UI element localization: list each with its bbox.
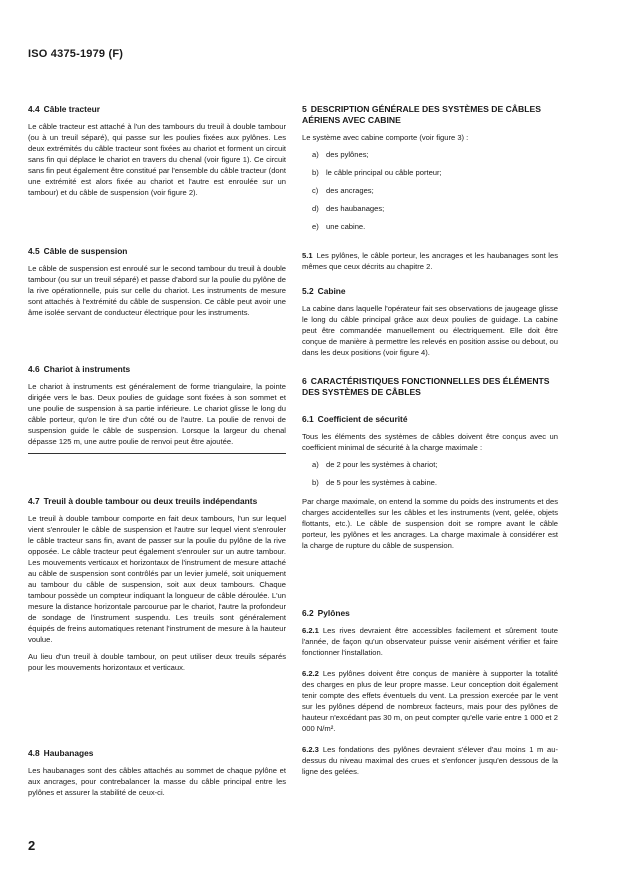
- list-text: des haubanages;: [326, 204, 385, 213]
- section-6-1: [302, 414, 558, 551]
- section-number: 6: [302, 376, 307, 386]
- section-4-6: [28, 364, 286, 454]
- paragraph: Le câble tracteur est attaché à l'un des tambours du treuil à double tambour (ou à un treuil séparé), qui passe sur les poulies fixées aux pylônes. Les deux extrémités du câble tracteur sont fixées au chariot et forment un circuit sans fin qui déplace le chariot en travers du chenal (voir figure 1). Ce circuit sans fin peut également être constitué par l'ensemble du câble tracteur (dont une extrémité est alors fixée au chariot et l'autre est enroulée sur un tambour) et du câble de suspension (voir figure 2).: [28, 122, 286, 197]
- section-number: 4.8: [28, 748, 40, 758]
- section-number: 6.2.3: [302, 745, 319, 754]
- list-marker: a): [312, 150, 319, 159]
- paragraph: Le système avec cabine comporte (voir figure 3) :: [302, 133, 469, 142]
- paragraph: Le treuil à double tambour comporte en fait deux tambours, l'un sur lequel vient s'enrouler le câble de suspension et l'autre sur lequel vient s'enrouler le câble tracteur sans fin, avant de passer sur la poulie du pylône de la rive opposée. Le câble tracteur peut également s'enrouler sur un autre tambour. Les mouvements verticaux et horizontaux de l'instrument de mesure attaché au câble de suspension sont contrôlés par un levier jumelé, soit uniquement au tambour du câble de suspension, soit aux deux tambours. Chaque tambour possède un compteur indiquant la longueur de câble déroulée. L'un mesure la distance horizontale parcourue par le chariot, l'autre la profondeur de sondage de l'instrument suspendu. Les treuils sont généralement équipés de freins automatiques retenant l'instrument de mesure à la hauteur voulue.: [28, 514, 286, 644]
- divider: [28, 453, 286, 454]
- section-number: 4.6: [28, 364, 40, 374]
- section-title: DESCRIPTION GÉNÉRALE DES SYSTÈMES DE CÂBLES AÉRIENS AVEC CABINE: [302, 104, 541, 125]
- list-marker: b): [312, 478, 319, 487]
- paragraph: Les fondations des pylônes devraient s'élever d'au moins 1 m au-dessus du niveau maximal des crues et s'enfoncer jusqu'en dessous de la ligne des gelées.: [302, 745, 558, 776]
- section-title: Chariot à instruments: [43, 364, 131, 374]
- list: [302, 459, 558, 488]
- section-title: Treuil à double tambour ou deux treuils indépendants: [43, 496, 258, 506]
- list-marker: e): [312, 222, 319, 231]
- section-title: Cabine: [317, 286, 346, 296]
- list-item: [312, 203, 558, 214]
- section-number: 4.7: [28, 496, 40, 506]
- paragraph: Les pylônes, le câble porteur, les ancrages et les haubanages sont les mêmes que ceux décrits au chapitre 2.: [302, 251, 558, 271]
- list-item: [312, 459, 558, 470]
- paragraph: Tous les éléments des systèmes de câbles doivent être conçus avec un coefficient minimal de sécurité à la charge maximale :: [302, 432, 558, 452]
- paragraph: Le câble de suspension est enroulé sur le second tambour du treuil à double tambour (ou sur un treuil séparé) et passe d'abord sur la poulie du pylône de la rive opérationnelle, puis sur celle du chariot. Les instruments de mesure sont attachés à l'extrémité du câble de suspension. Ce câble peut avoir une âme isolée servant de conducteur électrique pour les instruments.: [28, 264, 286, 317]
- section-title: Coefficient de sécurité: [317, 414, 408, 424]
- section-number: 6.2.2: [302, 669, 319, 678]
- list-marker: c): [312, 186, 319, 195]
- section-4-5: [28, 246, 286, 318]
- section-number: 6.1: [302, 414, 314, 424]
- list: [302, 149, 558, 232]
- section-5: [302, 104, 558, 239]
- section-number: 4.4: [28, 104, 40, 114]
- section-4-4: [28, 104, 286, 198]
- list-text: de 2 pour les systèmes à chariot;: [326, 460, 438, 469]
- list-item: [312, 477, 558, 488]
- section-number: 6.2: [302, 608, 314, 618]
- section-5-2: [302, 286, 558, 358]
- paragraph: Les rives devraient être accessibles facilement et sûrement toute l'année, de façon qu'un observateur puisse venir aisément vérifier et faire fonctionner l'installation.: [302, 626, 558, 657]
- paragraph: Les pylônes doivent être conçus de manière à supporter la totalité des charges en plus de leur propre masse. Leur conception doit également tenir compte des effets éventuels du vent. La pression exercée par le vent sur les pylônes dépend de nombreux facteurs, mais pour des pylônes de hauteur n'excédant pas 30 m, on peut compter qu'elle varie entre 1 000 et 2 000 N/m².: [302, 669, 558, 733]
- section-number: 6.2.1: [302, 626, 319, 635]
- section-number: 5.2: [302, 286, 314, 296]
- section-number: 5.1: [302, 251, 313, 260]
- list-marker: d): [312, 204, 319, 213]
- list-text: des ancrages;: [326, 186, 374, 195]
- section-number: 5: [302, 104, 307, 114]
- list-text: des pylônes;: [326, 150, 369, 159]
- paragraph: Par charge maximale, on entend la somme du poids des instruments et des charges accidentelles sur les câbles et les instruments (vent, gelée, objets flottants, etc.). Le câble de suspension doit se rompre avant le câble porteur, les pylônes et les ancrages. La charge maximale à considérer est la charge de rupture du câble de suspension.: [302, 497, 558, 550]
- list-item: [312, 167, 558, 178]
- paragraph: La cabine dans laquelle l'opérateur fait ses observations de jaugeage glisse le long du câble principal grâce aux deux poulies de guidage. La cabine peut être commandée manuellement ou électriquement. Elle doit être conçue de manière à permettre les relevés en position assise ou debout, ou dans les deux positions (voir figure 4).: [302, 304, 558, 357]
- paragraph: Au lieu d'un treuil à double tambour, on peut utiliser deux treuils séparés pour les mouvements horizontaux et verticaux.: [28, 652, 286, 672]
- section-4-7: [28, 496, 286, 673]
- section-title: Câble tracteur: [43, 104, 100, 114]
- paragraph: Les haubanages sont des câbles attachés au sommet de chaque pylône et aux ancrages, pour contrebalancer la masse du câble principal entre les pylônes et assurer la stabilité de ceux-ci.: [28, 766, 286, 797]
- section-5-1: [302, 250, 558, 272]
- list-text: de 5 pour les systèmes à cabine.: [326, 478, 438, 487]
- section-number: 4.5: [28, 246, 40, 256]
- list-item: [312, 185, 558, 196]
- list-text: le câble principal ou câble porteur;: [326, 168, 442, 177]
- list-item: [312, 221, 558, 232]
- section-title: Câble de suspension: [43, 246, 128, 256]
- list-item: [312, 149, 558, 160]
- page-header: ISO 4375-1979 (F): [28, 48, 124, 60]
- list-text: une cabine.: [326, 222, 366, 231]
- list-marker: b): [312, 168, 319, 177]
- paragraph: Le chariot à instruments est généralement de forme triangulaire, la pointe dirigée vers le bas. Deux poulies de guidage sont fixées à son sommet et une poulie de suspension à sa partie inférieure. Le chariot glisse le long du câble porteur, qu'on le tire d'un côté ou de l'autre. La poulie de renvoi de suspension guide le câble de suspension. Lorsque la largeur du chenal dépasse 125 m, une autre poulie de renvoi peut être ajoutée.: [28, 382, 286, 446]
- list-marker: a): [312, 460, 319, 469]
- section-4-8: [28, 748, 286, 798]
- section-title: CARACTÉRISTIQUES FONCTIONNELLES DES ÉLÉMENTS DES SYSTÈMES DE CÂBLES: [302, 376, 550, 397]
- section-title: Pylônes: [317, 608, 350, 618]
- page-number: 2: [28, 838, 36, 853]
- section-6: [302, 376, 558, 404]
- section-title: Haubanages: [43, 748, 94, 758]
- section-6-2: [302, 608, 558, 777]
